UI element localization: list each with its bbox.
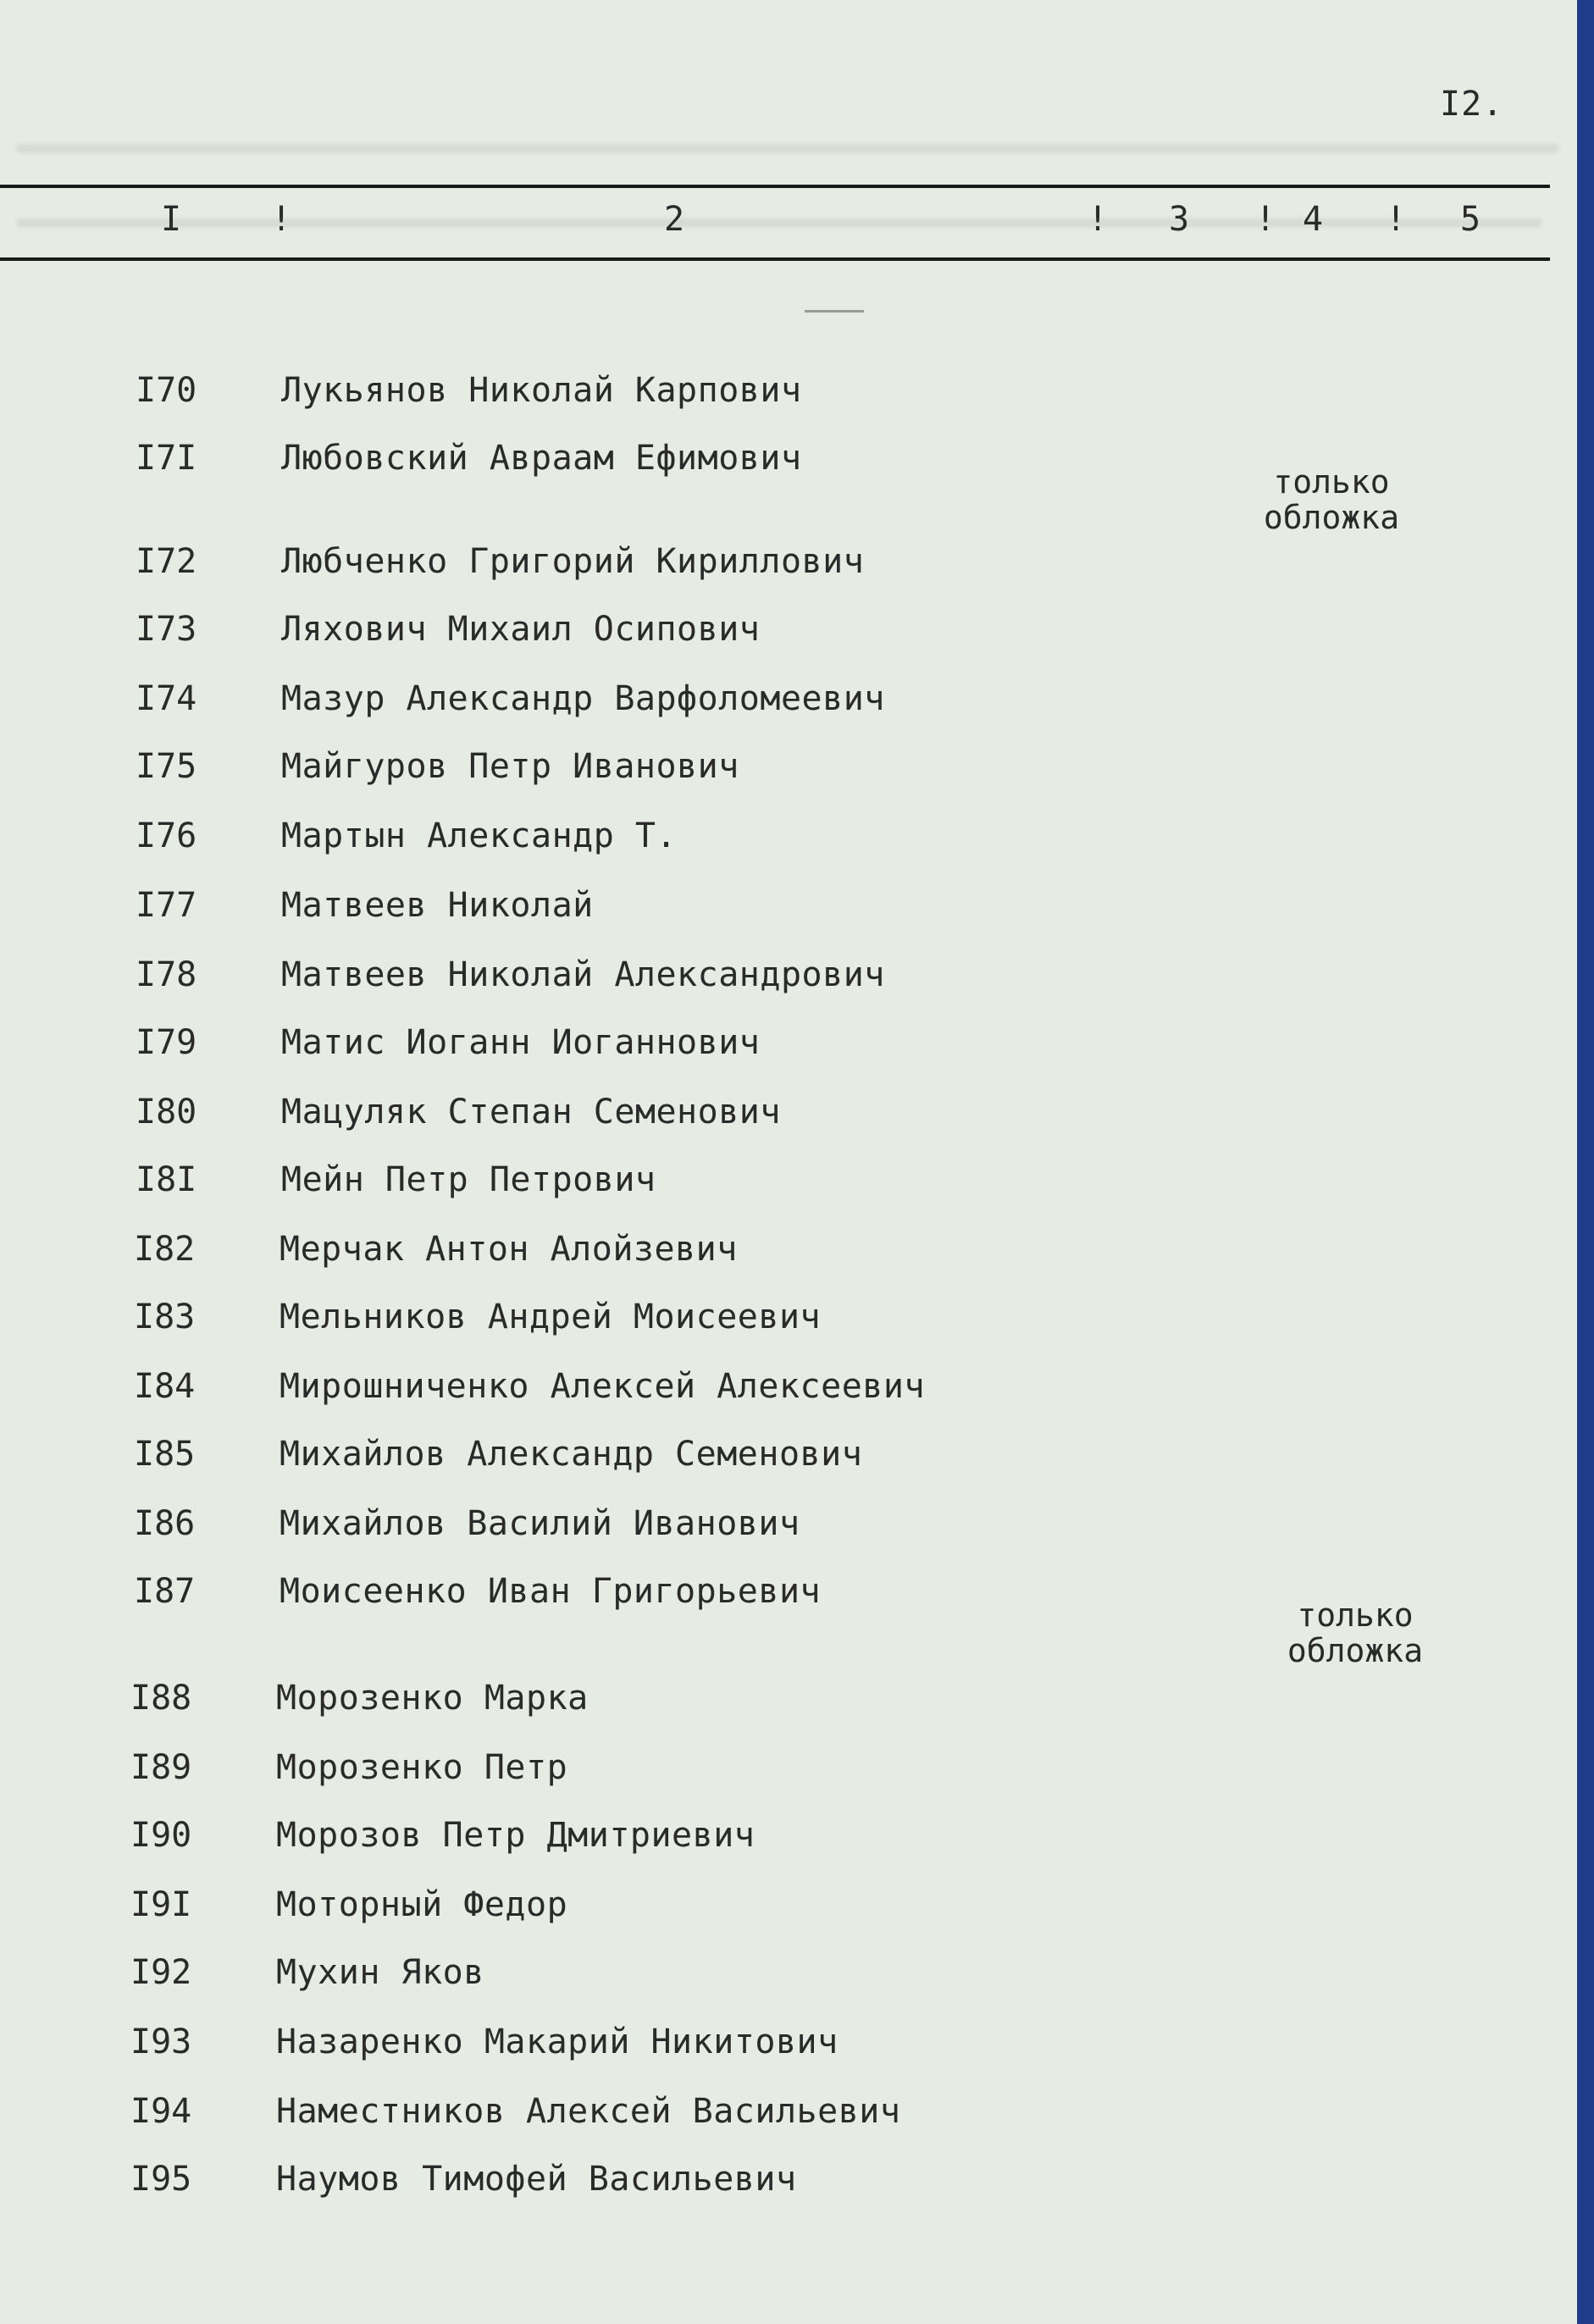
entry-number: I86 <box>134 1504 196 1543</box>
entry-name: Наумов Тимофей Васильевич <box>276 2160 797 2199</box>
entry-number: I70 <box>136 371 197 410</box>
entry-name: Морозенко Петр <box>276 1748 568 1787</box>
column-header-1: I <box>161 200 182 239</box>
list-item <box>0 1160 1550 1220</box>
column-header-3: 3 <box>1169 200 1190 239</box>
entry-name: Любченко Григорий Кириллович <box>281 542 865 581</box>
entry-name: Мазур Александр Варфоломеевич <box>281 679 885 718</box>
entry-name: Любовский Авраам Ефимович <box>281 439 802 478</box>
entry-name: Назаренко Макарий Никитович <box>276 2022 839 2061</box>
entry-name: Мирошниченко Алексей Алексеевич <box>280 1367 926 1406</box>
list-item <box>0 1679 1550 1738</box>
entry-number: I7I <box>136 439 197 478</box>
entry-number: I76 <box>136 816 197 855</box>
entry-note: только обложка <box>1263 463 1400 536</box>
entry-name: Мейн Петр Петрович <box>281 1160 656 1199</box>
list-item <box>0 1093 1550 1152</box>
entry-name: Лукьянов Николай Карпович <box>281 371 802 410</box>
list-item <box>0 2092 1550 2151</box>
entry-number: I9I <box>130 1885 192 1924</box>
list-item <box>0 1572 1550 1669</box>
page-number: I2. <box>1440 85 1504 124</box>
entry-name: Мартын Александр Т. <box>281 816 678 855</box>
column-header-row <box>0 190 1550 241</box>
list-item <box>0 816 1550 876</box>
entry-number: I74 <box>136 679 197 718</box>
list-item <box>0 679 1550 739</box>
entry-number: I95 <box>130 2160 192 2199</box>
entry-number: I84 <box>134 1367 196 1406</box>
list-item <box>0 1953 1550 2012</box>
entry-number: I92 <box>130 1953 192 1992</box>
column-separator: ! <box>271 200 292 239</box>
entry-number: I89 <box>130 1748 192 1787</box>
entry-number: I90 <box>130 1816 192 1855</box>
entry-name: Мацуляк Степан Семенович <box>281 1093 781 1132</box>
list-item <box>0 1504 1550 1563</box>
entry-number: I93 <box>130 2022 192 2061</box>
list-item <box>0 610 1550 669</box>
list-item <box>0 1816 1550 1875</box>
entry-number: I82 <box>134 1230 196 1269</box>
column-separator: ! <box>1088 200 1109 239</box>
entry-number: I85 <box>134 1435 196 1474</box>
entry-name: Моторный Федор <box>276 1885 568 1924</box>
entry-number: I94 <box>130 2092 192 2131</box>
list-item <box>0 747 1550 806</box>
entry-number: I77 <box>136 886 197 925</box>
column-header-4: 4 <box>1303 200 1324 239</box>
entry-name: Морозенко Марка <box>276 1679 589 1718</box>
header-bottom-rule <box>0 257 1550 261</box>
entry-number: I72 <box>136 542 197 581</box>
entry-name: Матвеев Николай <box>281 886 594 925</box>
entry-name: Михайлов Василий Иванович <box>280 1504 800 1543</box>
header-top-rule <box>0 185 1550 188</box>
list-item <box>0 2160 1550 2219</box>
entry-name: Наместников Алексей Васильевич <box>276 2092 901 2131</box>
list-item <box>0 1367 1550 1426</box>
entry-number: I75 <box>136 747 197 786</box>
list-item <box>0 1435 1550 1494</box>
list-item <box>0 955 1550 1015</box>
list-item <box>0 1298 1550 1357</box>
paper-smudge <box>805 310 864 313</box>
list-item <box>0 542 1550 601</box>
bleed-through-line <box>17 144 1558 152</box>
list-item <box>0 371 1550 430</box>
entry-name: Майгуров Петр Иванович <box>281 747 739 786</box>
entry-number: I80 <box>136 1093 197 1132</box>
entry-name: Мерчак Антон Алойзевич <box>280 1230 738 1269</box>
entry-number: I8I <box>136 1160 197 1199</box>
entry-name: Матвеев Николай Александрович <box>281 955 885 994</box>
list-item <box>0 439 1550 536</box>
entry-name: Мухин Яков <box>276 1953 484 1992</box>
list-item <box>0 1885 1550 1945</box>
entry-number: I83 <box>134 1298 196 1336</box>
entry-number: I79 <box>136 1023 197 1062</box>
column-separator: ! <box>1386 200 1407 239</box>
list-item <box>0 886 1550 945</box>
entry-name: Ляхович Михаил Осипович <box>281 610 761 649</box>
column-separator: ! <box>1255 200 1276 239</box>
column-header-2: 2 <box>664 200 685 239</box>
list-item <box>0 1748 1550 1807</box>
entry-note: только обложка <box>1287 1596 1424 1669</box>
entry-number: I78 <box>136 955 197 994</box>
list-item <box>0 1230 1550 1289</box>
entry-name: Мельников Андрей Моисеевич <box>280 1298 822 1336</box>
entry-number: I73 <box>136 610 197 649</box>
entry-name: Михайлов Александр Семенович <box>280 1435 863 1474</box>
entry-name: Моисеенко Иван Григорьевич <box>280 1572 822 1611</box>
entry-name: Матис Иоганн Иоганнович <box>281 1023 761 1062</box>
entry-name: Морозов Петр Дмитриевич <box>276 1816 755 1855</box>
list-item <box>0 2022 1550 2082</box>
column-header-5: 5 <box>1460 200 1481 239</box>
entry-number: I87 <box>134 1572 196 1611</box>
list-item <box>0 1023 1550 1082</box>
entry-number: I88 <box>130 1679 192 1718</box>
